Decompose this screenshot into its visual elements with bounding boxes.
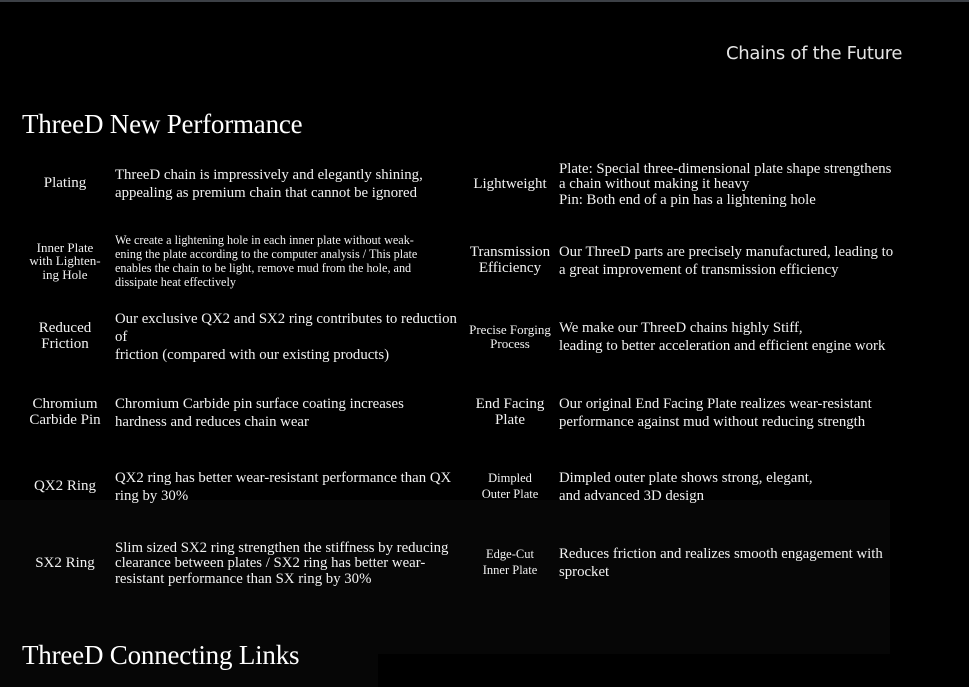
feature-label: Inner Plate with Lighten- ing Hole (29, 239, 101, 282)
feature-label: Reduced Friction (38, 320, 92, 352)
feature-item-lightweight (0, 160, 894, 210)
feature-label: Lightweight (473, 176, 547, 193)
window-top-border (0, 0, 969, 2)
feature-label: SX2 Ring (35, 555, 95, 572)
feature-item-end-facing-plate (0, 393, 894, 433)
section-title-connecting-links: ThreeD Connecting Links (22, 640, 300, 670)
feature-description: Reduces friction and realizes smooth engagement with sprocket (559, 545, 883, 580)
feature-description: Our ThreeD parts are precisely manufactured, leading to a great improvement of transmission efficiency (559, 243, 894, 278)
feature-description: Plate: Special three-dimensional plate shape strengthens a chain without making it heavy Pin: Both end of a pin has a lightening hole (559, 161, 892, 208)
feature-description: We make our ThreeD chains highly Stiff, leading to better acceleration and efficient engine work (559, 319, 886, 354)
feature-description: ThreeD chain is impressively and elegantly shining, appealing as premium chain that cannot be ignored (115, 166, 423, 201)
feature-item-precise-forging-process (0, 317, 894, 357)
feature-label: Plating (43, 175, 87, 192)
feature-label: Chromium Carbide Pin (29, 396, 101, 428)
feature-label: End Facing Plate (475, 396, 545, 428)
feature-label: Precise Forging Process (469, 322, 551, 351)
feature-label: Transmission Efficiency (469, 244, 551, 276)
feature-description: Slim sized SX2 ring strengthen the stiffness by reducing clearance between plates / SX2 ring has better wear- resistant performance than SX ring by 30% (115, 539, 449, 587)
feature-description: We create a lightening hole in each inner plate without weak- ening the plate according to the computer analysis / This plate enables the chain to be light, remove mud from the hole, and dissipate heat effectively (115, 232, 418, 290)
feature-item-edge-cut-inner-plate (0, 543, 894, 583)
feature-description: QX2 ring has better wear-resistant performance than QX ring by 30% (115, 469, 452, 504)
feature-label: QX2 Ring (33, 478, 97, 495)
feature-item-transmission-efficiency (0, 241, 894, 281)
feature-description: Our exclusive QX2 and SX2 ring contributes to reduction of friction (compared with our existing products) (115, 310, 457, 364)
feature-item-dimpled-outer-plate (0, 467, 894, 507)
feature-description: Our original End Facing Plate realizes wear-resistant performance against mud without reducing strength (559, 395, 872, 430)
section-title-new-performance: ThreeD New Performance (22, 109, 303, 139)
page-tagline: Chains of the Future (726, 43, 903, 64)
feature-label: Edge-Cut Inner Plate (482, 547, 538, 577)
feature-description: Chromium Carbide pin surface coating increases hardness and reduces chain wear (115, 395, 404, 430)
feature-label: Dimpled Outer Plate (481, 471, 539, 501)
feature-description: Dimpled outer plate shows strong, elegant, and advanced 3D design (559, 469, 813, 504)
